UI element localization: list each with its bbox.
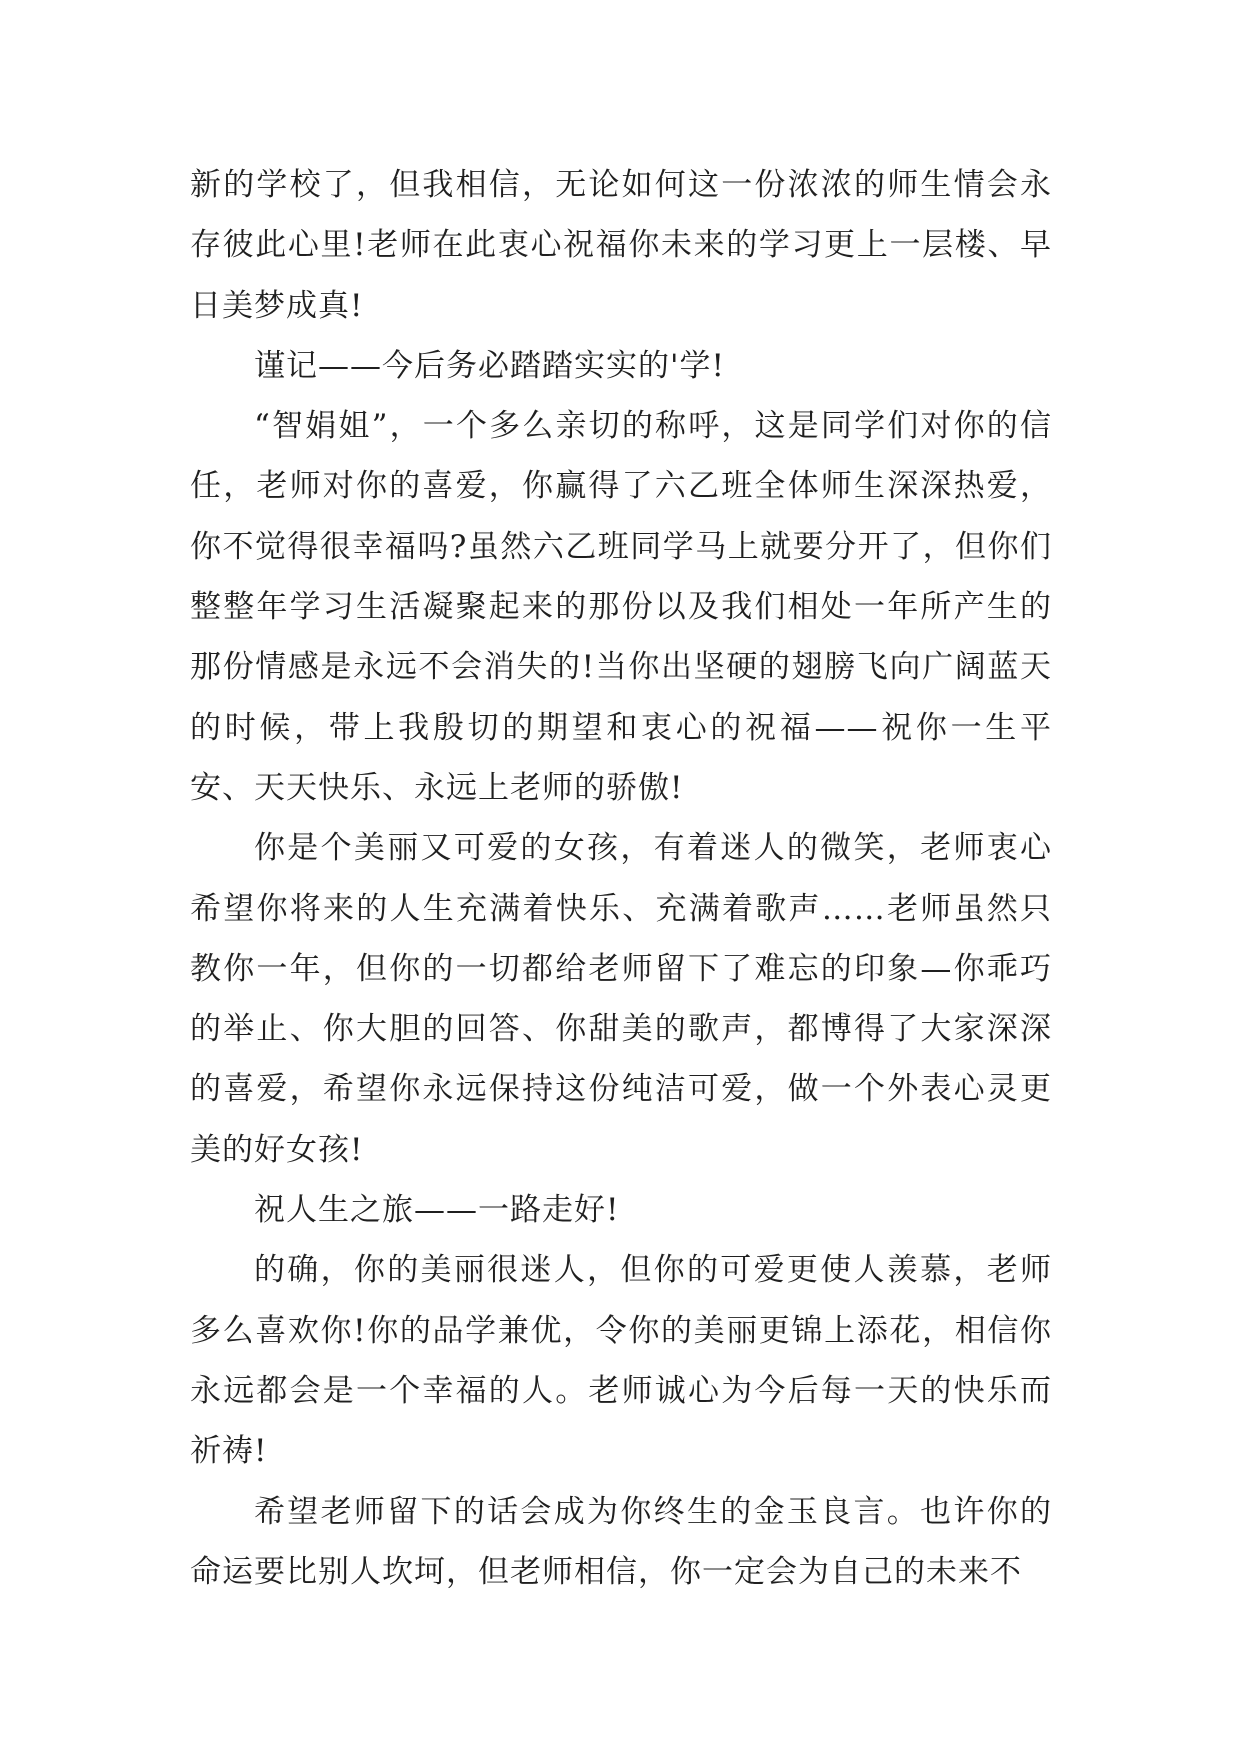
- paragraph-2: 谨记——今后务必踏踏实实的'学!: [254, 347, 725, 384]
- paragraph-7: 希望老师留下的话会成为你终生的金玉良言。也许你的命运要比别人坎坷，但老师相信，你一定会为自己的未来不: [190, 1493, 1052, 1590]
- paragraph-3: “智娟姐”，一个多么亲切的称呼，这是同学们对你的信任，老师对你的喜爱，你赢得了六乙班全体师生深深热爱，你不觉得很幸福吗?虽然六乙班同学马上就要分开了，但你们整整年学习生活凝聚起来的那份以及我们相处一年所产生的那份情感是永远不会消失的!当你出坚硬的翅膀飞向广阔蓝天的时候，带上我殷切的期望和衷心的祝福——祝你一生平安、天天快乐、永远上老师的骄傲!: [190, 408, 1052, 806]
- paragraph-6: 的确，你的美丽很迷人，但你的可爱更使人羡慕，老师多么喜欢你!你的品学兼优，令你的美丽更锦上添花，相信你永远都会是一个幸福的人。老师诚心为今后每一天的快乐而祈祷!: [190, 1252, 1052, 1470]
- paragraph-5: 祝人生之旅——一路走好!: [254, 1192, 620, 1229]
- paragraph-1: 新的学校了，但我相信，无论如何这一份浓浓的师生情会永存彼此心里!老师在此衷心祝福你未来的学习更上一层楼、早日美梦成真!: [190, 167, 1052, 324]
- paragraph-4: 你是个美丽又可爱的女孩，有着迷人的微笑，老师衷心希望你将来的人生充满着快乐、充满着歌声……老师虽然只教你一年，但你的一切都给老师留下了难忘的印象—你乖巧的举止、你大胆的回答、你甜美的歌声，都博得了大家深深的喜爱，希望你永远保持这份纯洁可爱，做一个外表心灵更美的好女孩!: [190, 830, 1052, 1168]
- document-body: [190, 155, 1052, 1602]
